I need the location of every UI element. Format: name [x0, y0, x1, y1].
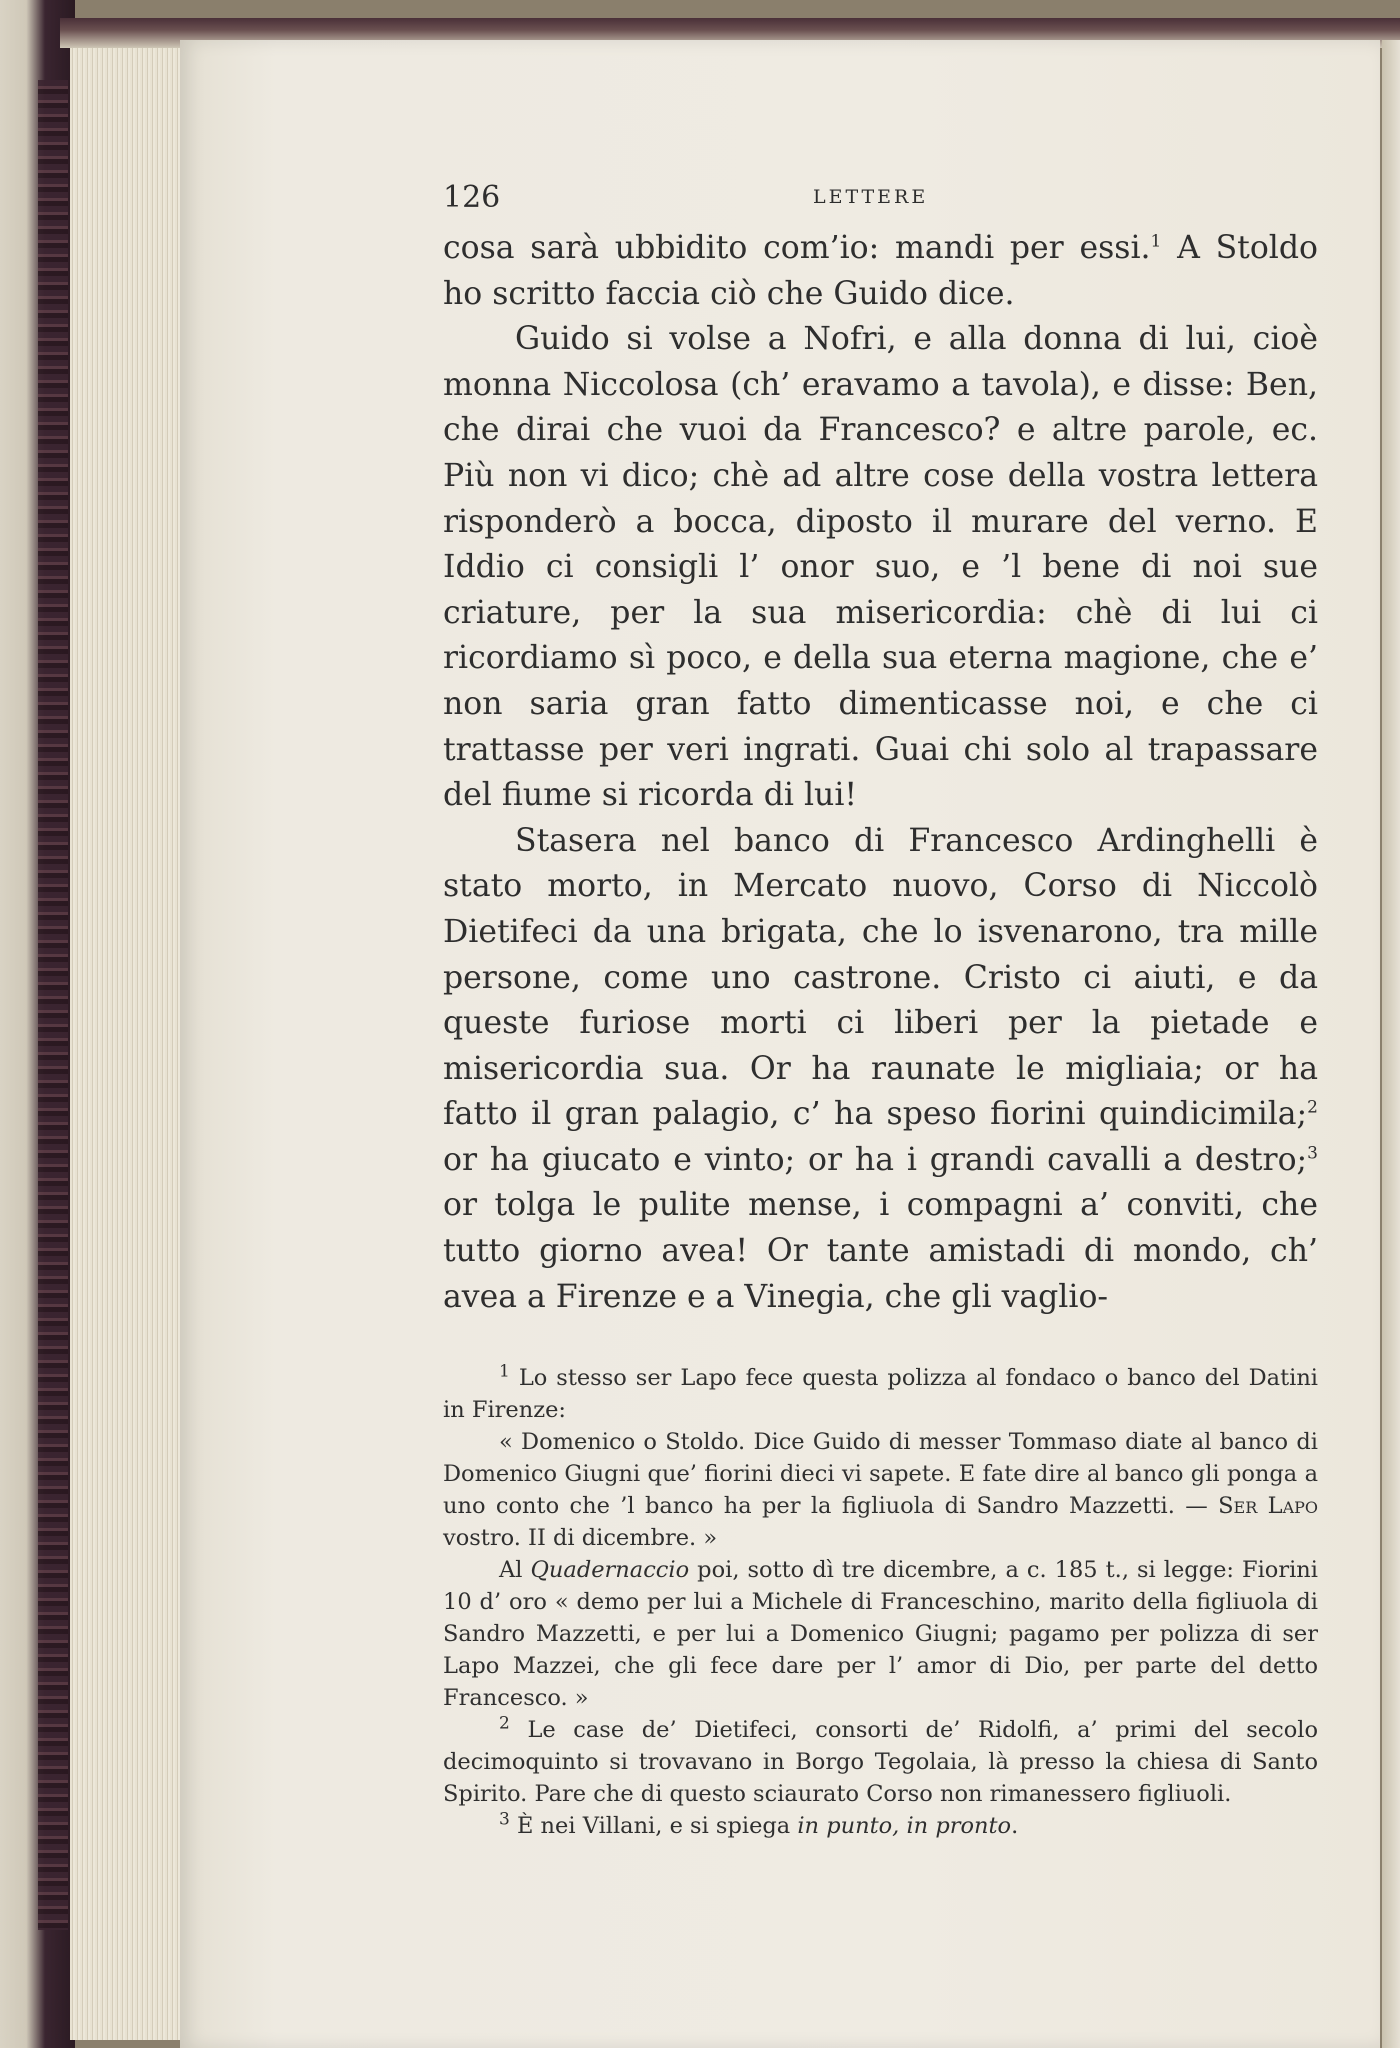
footnote-1-al: Al — [499, 1557, 531, 1584]
footnote-3-mark: 3 — [499, 1809, 510, 1830]
footnote-2 — [443, 1714, 1318, 1810]
letter-body — [443, 226, 1318, 1320]
footnote-1-quadernaccio — [443, 1554, 1318, 1714]
footnote-1-intro-text: Lo stesso ser Lapo fece questa polizza al fondaco o banco del Datini in Firenze: — [443, 1365, 1318, 1424]
footnotes — [443, 1362, 1318, 1842]
footnote-1-intro — [443, 1362, 1318, 1426]
footnote-1-quote — [443, 1426, 1318, 1554]
paragraph-1-text-b: A Stoldo ho scritto faccia ciò che Guido dice. — [443, 230, 1318, 312]
book-cover-left-edge — [0, 0, 75, 2048]
footnote-1-quote-b: vostro. II di dicembre. » — [443, 1525, 718, 1552]
footnote-ref-2: 2 — [1307, 1097, 1318, 1118]
page-number: 126 — [443, 180, 501, 215]
page-text-block — [443, 180, 1318, 1842]
footnote-1-quote-a: « Domenico o Stoldo. Dice Guido di messer Tommaso diate al banco di Domenico Giugni que’ fiorini dieci vi sapete. E fate dire al banco gli ponga a uno conto che ’l banco ha per la figliuola di Sandro Mazzetti. — — [443, 1429, 1318, 1520]
paragraph-1-text-a: cosa sarà ubbidito com’io: mandi per essi. — [443, 230, 1151, 266]
footnote-3-text-a: È nei Villani, e si spiega — [516, 1813, 798, 1840]
footnote-ref-3: 3 — [1307, 1143, 1318, 1164]
paragraph-2: Guido si volse a Nofri, e alla donna di lui, cioè monna Niccolosa (ch’ eravamo a tavola), e disse: Ben, che dirai che vuoi da Francesco? e altre parole, ec. Più non vi dico; chè ad altre cose della vostra lettera risponderò a bocca, diposto il murare del verno. E Iddio ci consigli l’ onor suo, e ’l bene di noi sue criature, per la sua misericordia: chè di lui ci ricordiamo sì poco, e della sua eterna magione, che e’ non saria gran fatto dimenticasse noi, e che ci trattasse per veri ingrati. Guai chi solo al trapassare del fiume si ricorda di lui! — [443, 321, 1318, 814]
running-head: LETTERE — [813, 186, 929, 208]
paragraph-3 — [443, 819, 1318, 1321]
page-header — [443, 180, 1318, 226]
footnote-3 — [443, 1810, 1318, 1842]
paragraph-1 — [443, 226, 1318, 317]
paragraph-3-text-a: Stasera nel banco di Francesco Ardinghelli è stato morto, in Mercato nuovo, Corso di Niccolò Dietifeci da una brigata, che lo isvenarono, tra mille persone, come uno castrone. Cristo ci aiuti, e da queste furiose morti ci liberi per la pietade e misericordia sua. Or ha raunate le migliaia; or ha fatto il gran palagio, c’ ha speso fiorini quindicimila; — [443, 822, 1318, 1133]
footnote-1-quadernaccio-title: Quadernaccio — [530, 1557, 690, 1584]
book-page-edges — [70, 30, 190, 2040]
footnote-1-mark: 1 — [499, 1361, 510, 1382]
facing-page-edge — [1382, 40, 1400, 2048]
footnote-3-italic: in punto, in pronto — [797, 1813, 1012, 1840]
paragraph-3-text-b: or ha giucato e vinto; or ha i grandi cavalli a destro; — [443, 1141, 1308, 1178]
footnote-ref-1: 1 — [1150, 231, 1162, 252]
footnote-3-text-b: . — [1011, 1813, 1019, 1840]
footnote-2-mark: 2 — [499, 1713, 510, 1734]
paragraph-3-text-c: or tolga le pulite mense, i compagni a’ conviti, che tutto giorno avea! Or tante amistadi di mondo, ch’ avea a Firenze e a Vinegia, che gli vaglio- — [443, 1187, 1318, 1315]
footnote-2-text: Le case de’ Dietifeci, consorti de’ Ridolfi, a’ primi del secolo decimoquinto si trovavano in Borgo Tegolaia, là presso la chiesa di Santo Spirito. Pare che di questo sciaurato Corso non rimanessero figliuoli. — [443, 1717, 1318, 1808]
footnote-1-signature: Ser Lapo — [1218, 1493, 1319, 1520]
footnote-1-rest: poi, sotto dì tre dicembre, a c. 185 t., si legge: Fiorini 10 d’ oro « demo per lui a Michele di Franceschino, marito della figliuola di Sandro Mazzetti, e per lui a Domenico Giugni; pagamo per polizza di ser Lapo Mazzei, che gli fece dare per l’ amor di Dio, per parte del detto Francesco. » — [443, 1557, 1318, 1712]
